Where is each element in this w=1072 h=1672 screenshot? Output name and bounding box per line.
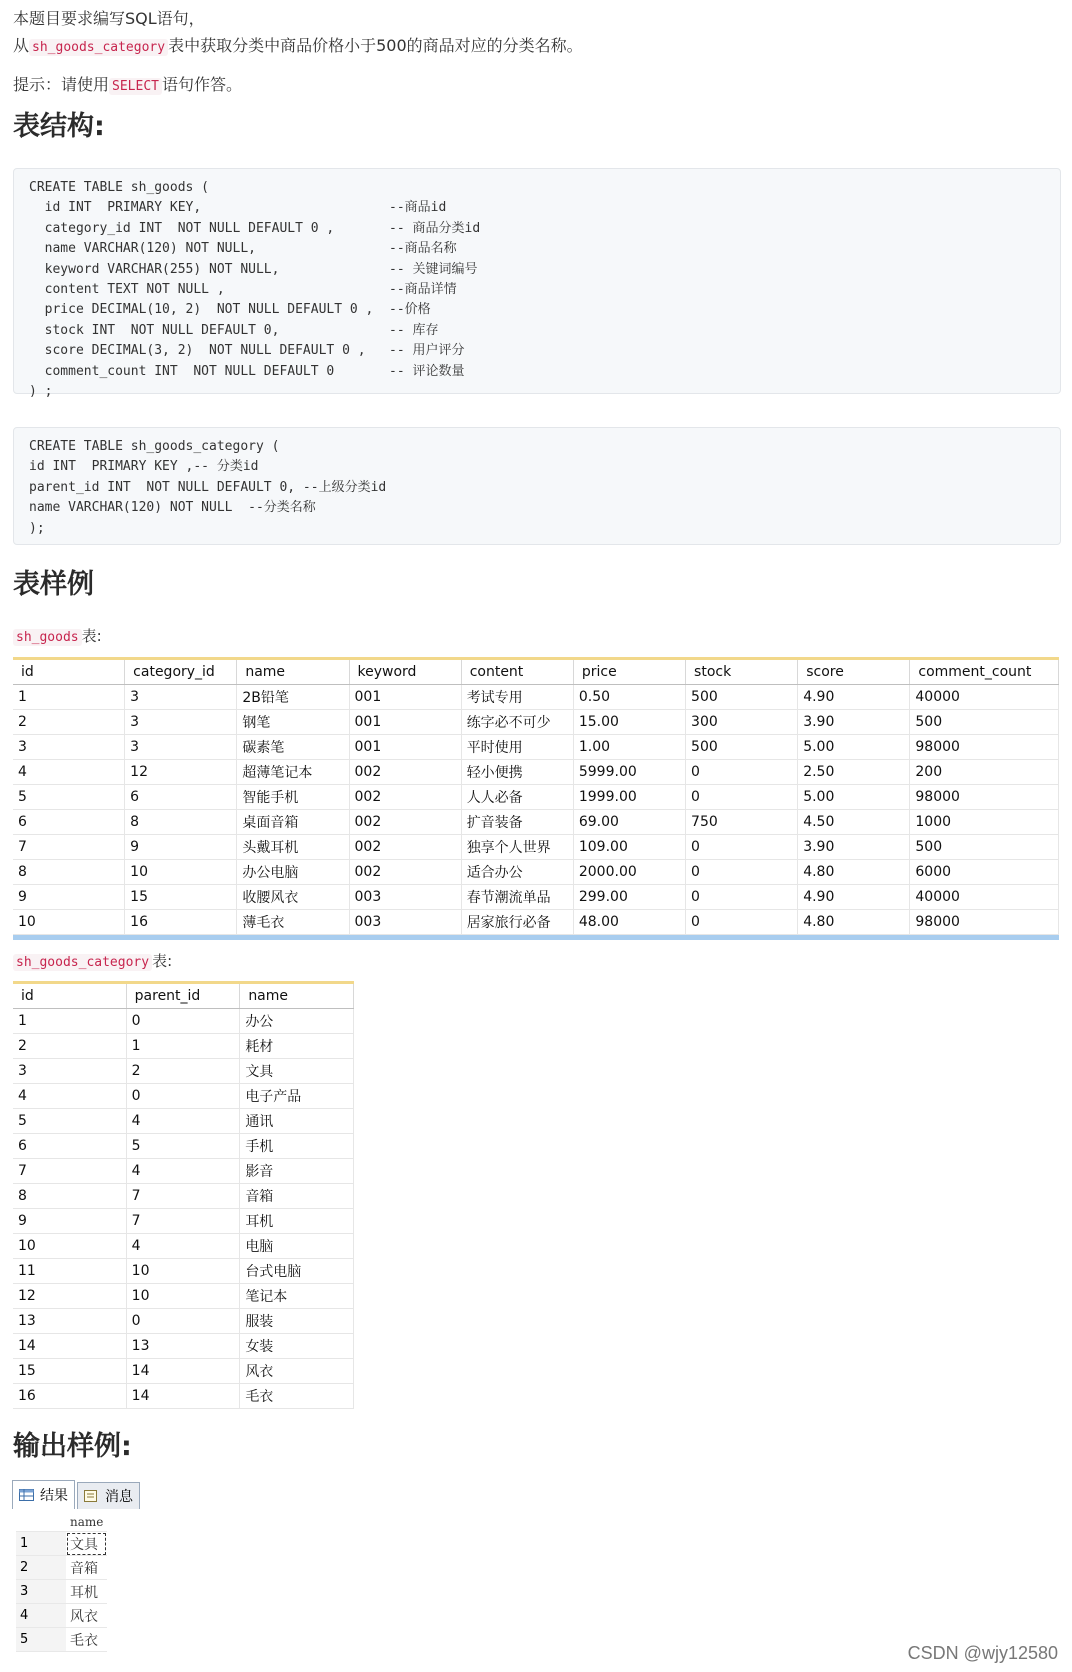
table-row [13, 1334, 354, 1359]
table-cell: 4 [13, 760, 125, 785]
table-cell: 碳素笔 [237, 735, 349, 760]
hint-suffix: 语句作答。 [161, 75, 242, 94]
table-cell: 9 [13, 1209, 126, 1234]
table-cell: 500 [686, 735, 798, 760]
table-cell: 2 [13, 1034, 126, 1059]
table-cell: 4 [126, 1159, 240, 1184]
column-header: category_id [125, 660, 237, 685]
table-cell: 3 [13, 735, 125, 760]
table-cell: 人人必备 [461, 785, 573, 810]
table-cell: 钢笔 [237, 710, 349, 735]
table-cell: 1 [13, 1009, 126, 1034]
result-cell[interactable]: 耳机 [66, 1580, 107, 1604]
table-cell: 音箱 [240, 1184, 354, 1209]
result-row-number: 4 [16, 1604, 66, 1628]
table-cell: 0 [126, 1309, 240, 1334]
table-cell: 电脑 [240, 1234, 354, 1259]
table-row [13, 1309, 354, 1334]
inline-code-select: SELECT [109, 78, 162, 95]
table-cell: 40000 [910, 685, 1059, 710]
table-cell: 8 [125, 810, 237, 835]
table-cell: 8 [13, 1184, 126, 1209]
table-cell: 平时使用 [461, 735, 573, 760]
heading-table-sample: 表样例 [13, 569, 94, 600]
table-cell: 40000 [910, 885, 1059, 910]
table-cell: 8 [13, 860, 125, 885]
intro-line-2 [13, 32, 1059, 61]
table-cell: 0 [126, 1009, 240, 1034]
table-cell: 居家旅行必备 [461, 910, 573, 935]
table-cell: 耗材 [240, 1034, 354, 1059]
table-cell: 002 [349, 785, 461, 810]
table-row [13, 785, 1059, 810]
table-cell: 适合办公 [461, 860, 573, 885]
table-cell: 13 [126, 1334, 240, 1359]
table-cell: 14 [126, 1384, 240, 1409]
result-row [16, 1556, 107, 1580]
table-row [13, 1234, 354, 1259]
table-cell: 002 [349, 760, 461, 785]
table-cell: 002 [349, 835, 461, 860]
intro-line-2-suffix: 表中获取分类中商品价格小于500的商品对应的分类名称。 [168, 36, 583, 55]
table-cell: 智能手机 [237, 785, 349, 810]
table-cell: 16 [125, 910, 237, 935]
problem-intro [13, 5, 1059, 100]
category-table [13, 984, 354, 1409]
tab-results[interactable] [12, 1480, 75, 1509]
table-cell: 6 [13, 810, 125, 835]
table-cell: 9 [13, 885, 125, 910]
table-cell: 003 [349, 885, 461, 910]
table-cell: 0 [686, 860, 798, 885]
table-cell: 3 [125, 735, 237, 760]
table-cell: 0 [686, 910, 798, 935]
table-cell: 办公 [240, 1009, 354, 1034]
goods-table-caption-code: sh_goods [13, 629, 82, 646]
table-cell: 毛衣 [240, 1384, 354, 1409]
article [13, 0, 1059, 1462]
table-cell: 2 [126, 1059, 240, 1084]
result-row-number: 5 [16, 1628, 66, 1652]
table-cell: 轻小便携 [461, 760, 573, 785]
table-cell: 3.90 [798, 710, 910, 735]
table-cell: 手机 [240, 1134, 354, 1159]
table-cell: 笔记本 [240, 1284, 354, 1309]
table-cell: 0 [126, 1084, 240, 1109]
table-cell: 5.00 [798, 785, 910, 810]
grid-icon [19, 1489, 34, 1501]
column-header: comment_count [910, 660, 1059, 685]
table-cell: 98000 [910, 910, 1059, 935]
table-row [13, 910, 1059, 935]
table-cell: 4 [126, 1109, 240, 1134]
table-cell: 003 [349, 910, 461, 935]
table-cell: 2 [13, 710, 125, 735]
code-block-sh-goods-category: CREATE TABLE sh_goods_category ( id INT PRIMARY KEY ,-- 分类id parent_id INT NOT NULL DEFAULT 0, --上级分类id name VARCHAR(120) NOT NULL --分类名称 ); [13, 427, 1061, 545]
table-row [13, 1159, 354, 1184]
table-cell: 15 [13, 1359, 126, 1384]
table-cell: 15 [125, 885, 237, 910]
table-cell: 001 [349, 685, 461, 710]
category-table-caption [13, 950, 172, 974]
table-cell: 春节潮流单品 [461, 885, 573, 910]
result-tabs [12, 1477, 140, 1509]
result-cell[interactable]: 音箱 [66, 1556, 107, 1580]
table-cell: 7 [126, 1184, 240, 1209]
hint-prefix: 提示：请使用 [13, 75, 110, 94]
table-row [13, 710, 1059, 735]
table-cell: 1.00 [573, 735, 685, 760]
table-cell: 3 [125, 710, 237, 735]
table-cell: 文具 [240, 1059, 354, 1084]
table-cell: 电子产品 [240, 1084, 354, 1109]
table-cell: 1000 [910, 810, 1059, 835]
hint-line [13, 71, 1059, 100]
table-cell: 10 [126, 1284, 240, 1309]
table-row [13, 1184, 354, 1209]
tab-messages[interactable] [77, 1482, 140, 1509]
column-header: stock [686, 660, 798, 685]
result-row [16, 1604, 107, 1628]
heading-output-sample: 输出样例: [13, 1431, 132, 1462]
table-cell: 109.00 [573, 835, 685, 860]
table-cell: 7 [126, 1209, 240, 1234]
table-cell: 3 [125, 685, 237, 710]
table-cell: 002 [349, 810, 461, 835]
table-cell: 收腰风衣 [237, 885, 349, 910]
table-cell: 5.00 [798, 735, 910, 760]
table-cell: 001 [349, 735, 461, 760]
result-pane [12, 1477, 140, 1652]
heading-table-structure: 表结构: [13, 111, 105, 142]
table-cell: 通讯 [240, 1109, 354, 1134]
column-header: parent_id [126, 984, 240, 1009]
table-row [13, 835, 1059, 860]
table-cell: 0.50 [573, 685, 685, 710]
table-cell: 300 [686, 710, 798, 735]
result-grid [16, 1513, 107, 1652]
result-corner [16, 1513, 66, 1532]
table-row [13, 1359, 354, 1384]
code-block-sh-goods: CREATE TABLE sh_goods ( id INT PRIMARY KEY, --商品id category_id INT NOT NULL DEFAULT 0 , -- 商品分类id name VARCHAR(120) NOT NULL, --商品名称 keyword VARCHAR(255) NOT NULL, -- 关键词编号 content TEXT NOT NULL , --商品详情 price DECIMAL(10, 2) NOT NULL DEFAULT 0 , --价格 stock INT NOT NULL DEFAULT 0, -- 库存 score DECIMAL(3, 2) NOT NULL DEFAULT 0 , -- 用户评分 comment_count INT NOT NULL DEFAULT 0 -- 评论数量 ) ; [13, 168, 1061, 394]
table-cell: 69.00 [573, 810, 685, 835]
table-cell: 4.50 [798, 810, 910, 835]
table-row [13, 735, 1059, 760]
table-cell: 6000 [910, 860, 1059, 885]
table-row [13, 860, 1059, 885]
table-cell: 2000.00 [573, 860, 685, 885]
table-cell: 台式电脑 [240, 1259, 354, 1284]
table-cell: 12 [13, 1284, 126, 1309]
inline-code-table-name: sh_goods_category [29, 39, 168, 56]
table-cell: 考试专用 [461, 685, 573, 710]
table-row [13, 1259, 354, 1284]
table-cell: 16 [13, 1384, 126, 1409]
table-cell: 0 [686, 760, 798, 785]
column-header: price [573, 660, 685, 685]
table-cell: 2B铅笔 [237, 685, 349, 710]
table-cell: 5999.00 [573, 760, 685, 785]
table-cell: 001 [349, 710, 461, 735]
table-cell: 服装 [240, 1309, 354, 1334]
result-row [16, 1580, 107, 1604]
table-cell: 耳机 [240, 1209, 354, 1234]
intro-line-2-prefix: 从 [13, 36, 30, 55]
table-cell: 11 [13, 1259, 126, 1284]
table-cell: 10 [13, 1234, 126, 1259]
table-row [13, 885, 1059, 910]
table-row [13, 810, 1059, 835]
table-cell: 头戴耳机 [237, 835, 349, 860]
result-row-number: 1 [16, 1532, 66, 1556]
table-cell: 4.90 [798, 885, 910, 910]
table-row [13, 1209, 354, 1234]
table-cell: 4 [13, 1084, 126, 1109]
table-row [13, 1284, 354, 1309]
table-cell: 3 [13, 1059, 126, 1084]
table-cell: 0 [686, 785, 798, 810]
table-row [13, 1384, 354, 1409]
goods-table [13, 660, 1059, 935]
result-column-header: name [66, 1513, 107, 1532]
category-table-caption-suffix: 表: [152, 952, 173, 970]
table-cell: 0 [686, 835, 798, 860]
table-cell: 9 [125, 835, 237, 860]
table-cell: 0 [686, 885, 798, 910]
column-header: id [13, 984, 126, 1009]
table-cell: 办公电脑 [237, 860, 349, 885]
table-cell: 002 [349, 860, 461, 885]
table-row [13, 685, 1059, 710]
table-row [13, 1134, 354, 1159]
table-cell: 女装 [240, 1334, 354, 1359]
table-cell: 5 [13, 1109, 126, 1134]
message-icon [84, 1490, 99, 1502]
table-row [13, 1034, 354, 1059]
column-header: name [240, 984, 354, 1009]
table-cell: 4 [126, 1234, 240, 1259]
column-header: content [461, 660, 573, 685]
table-cell: 10 [13, 910, 125, 935]
table-cell: 7 [13, 1159, 126, 1184]
table-cell: 薄毛衣 [237, 910, 349, 935]
result-cell[interactable]: 毛衣 [66, 1628, 107, 1652]
table-cell: 750 [686, 810, 798, 835]
goods-table-wrap [13, 657, 1059, 940]
table-cell: 500 [686, 685, 798, 710]
table-cell: 14 [126, 1359, 240, 1384]
result-cell[interactable]: 风衣 [66, 1604, 107, 1628]
table-cell: 1 [126, 1034, 240, 1059]
table-cell: 500 [910, 835, 1059, 860]
table-cell: 200 [910, 760, 1059, 785]
result-row [16, 1628, 107, 1652]
table-cell: 3.90 [798, 835, 910, 860]
category-table-caption-code: sh_goods_category [13, 954, 152, 971]
goods-table-caption [13, 625, 102, 649]
table-cell: 1999.00 [573, 785, 685, 810]
column-header: keyword [349, 660, 461, 685]
table-cell: 500 [910, 710, 1059, 735]
table-row [13, 1109, 354, 1134]
result-row-number: 3 [16, 1580, 66, 1604]
watermark: CSDN @wjy12580 [907, 1643, 1058, 1663]
table-cell: 98000 [910, 785, 1059, 810]
tab-messages-label: 消息 [105, 1489, 133, 1505]
table-cell: 14 [13, 1334, 126, 1359]
table-cell: 12 [125, 760, 237, 785]
table-cell: 10 [126, 1259, 240, 1284]
table-cell: 15.00 [573, 710, 685, 735]
result-row-number: 2 [16, 1556, 66, 1580]
goods-table-caption-suffix: 表: [81, 627, 102, 645]
table-cell: 5 [126, 1134, 240, 1159]
intro-line-1: 本题目要求编写SQL语句， [13, 9, 205, 28]
table-cell: 扩音装备 [461, 810, 573, 835]
column-header: name [237, 660, 349, 685]
table-cell: 6 [13, 1134, 126, 1159]
table-cell: 独享个人世界 [461, 835, 573, 860]
table-cell: 13 [13, 1309, 126, 1334]
table-cell: 10 [125, 860, 237, 885]
table-row [13, 1084, 354, 1109]
tab-results-label: 结果 [40, 1488, 68, 1504]
table-cell: 4.80 [798, 910, 910, 935]
table-cell: 桌面音箱 [237, 810, 349, 835]
table-cell: 98000 [910, 735, 1059, 760]
table-cell: 1 [13, 685, 125, 710]
table-cell: 48.00 [573, 910, 685, 935]
table-cell: 2.50 [798, 760, 910, 785]
table-cell: 影音 [240, 1159, 354, 1184]
table-row [13, 1009, 354, 1034]
table-cell: 练字必不可少 [461, 710, 573, 735]
table-cell: 5 [13, 785, 125, 810]
column-header: score [798, 660, 910, 685]
table-cell: 6 [125, 785, 237, 810]
table-row [13, 1059, 354, 1084]
table-cell: 超薄笔记本 [237, 760, 349, 785]
table-cell: 299.00 [573, 885, 685, 910]
result-cell[interactable]: 文具 [66, 1532, 107, 1556]
category-table-wrap [13, 981, 354, 1409]
table-cell: 风衣 [240, 1359, 354, 1384]
table-cell: 4.90 [798, 685, 910, 710]
column-header: id [13, 660, 125, 685]
table-row [13, 760, 1059, 785]
table-cell: 7 [13, 835, 125, 860]
result-row [16, 1532, 107, 1556]
table-cell: 4.80 [798, 860, 910, 885]
